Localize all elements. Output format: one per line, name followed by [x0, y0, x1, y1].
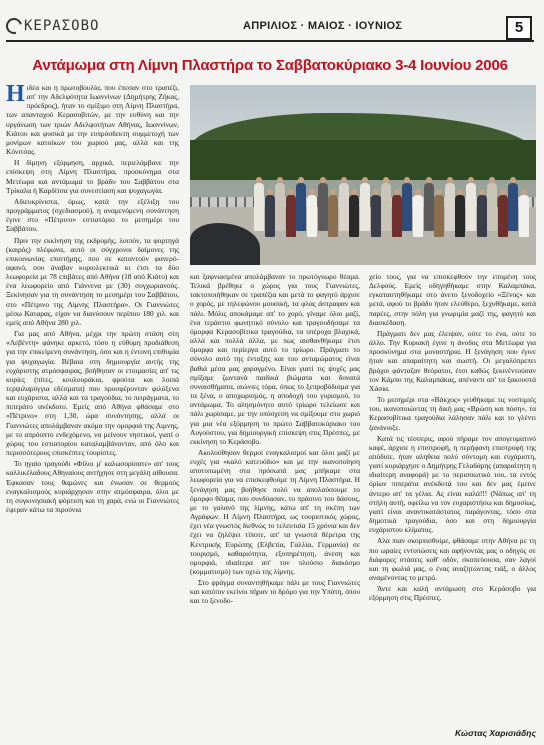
article-paragraph: Αλα πιαν σκορπισθοίμε, φθάσαμε στην Αθήνα με τη πιο ωραίες εντυπώσεις και αφήνοντάς μας ο οδηγός σε διάφορες στάσεις καθ' οδόν, σκοπεύουσα, σαν λαγοί και τη φωλιά μας, ο ένας αναζητώντας τιάξ, ο άλλος αναμένοντας το μετρό. — [369, 536, 536, 582]
article-paragraph: Αδιευκρίνιστα, όμως, κατά την εξέλιξη του προγράμματος (σχεδιασμού), η αναμενόμενη συνάντηση έγινε στο «Πέτρινο» εστιατόριο το μεσημέρι του Σαββάτου. — [6, 196, 179, 234]
photo-person — [371, 195, 381, 237]
photo-person — [296, 183, 306, 231]
photo-person — [402, 183, 412, 231]
photo-person — [392, 195, 402, 237]
article-column-left — [6, 83, 179, 723]
photo-person — [328, 195, 338, 237]
photo-person — [360, 183, 370, 231]
photo-person — [455, 195, 465, 237]
group-photo — [190, 85, 536, 265]
photo-person — [445, 183, 455, 231]
swirl-logo-icon — [3, 15, 25, 37]
article-column-right — [369, 272, 536, 742]
photo-person — [381, 183, 391, 231]
author-signature: Κώστας Χαρισιάδης — [455, 728, 536, 738]
article-headline: Αντάμωμα στη Λίμνη Πλαστήρα το Σαββατοκύριακο 3-4 Ιουνίου 2006 — [32, 57, 508, 74]
article-paragraph: Άντε και καλή αντάμωση στο Κεράσοβο για εξόρμηση στις Πρέσπες. — [369, 584, 536, 603]
article-paragraph: Η δίμηνη εξόρμηση, αρχικά, περιελάμβανε την επίσκεψη στη Λίμνη Πλαστήρα, προσκύνημα στα Μετέωρα και αντάμωμα το βράδυ του Σαββάτου στα Τρίκαλα ή Καρδίτσα για συνεστίαση και ψυχαγωγία. — [6, 158, 179, 195]
article-paragraph: Το μεσημέρι στα «Βάκχος» γευθήκαμε τις νοστιμιές του, ικανοποιώντας τη δική μας «Βρώση και πόση», τα Κερασοβίτικα τραγούδια λάλησαν πάλι και το γλέντι ξανάνοιξε. — [369, 395, 536, 432]
photo-person — [286, 195, 296, 237]
article-paragraph: χείο τους, για να επισκεφθούν την επομένη τους Δελφούς. Εμείς οδηγηθήκαμε στην Καλαμπάκα, εγκαταστηθήκαμε στο άνετο ξενοδοχείο «Ξένος» και μετά, αφού το βράδυ ήταν ελεύθερο, ξεχυθήκαμε, κατά παρέες, στην πόλη για γνωριμία μαζί της, φαγητό και διασκέδαση. — [369, 272, 536, 327]
photo-person — [466, 183, 476, 231]
photo-person — [318, 183, 328, 231]
article-paragraph: Πριν την εκκίνηση της εκδρομής, λοιπόν, τα φορτηγά (καιρός) πλέφωνα, αυτό οι σύγχρονοι δαίμονες της επικοινωνίας επιστήμης, που σε καταντούν φανερό-αφανό, σου άναβαν κυριολεκτικά κι έτσι τα δύο λεωφορεία με 78 επιβάτες από Αθήνα (18 από Κιάτο) και ένα λεωφορείο από Γιάννενα με (30) συγχωριανούς. Ξεκίνησαν για τη συνάντηση το μεσημέρι του Σαββάτου, στο «Πέτρινο της Λίμνης Πλαστήρα». Οι Γιαννιώτες μέσω Καταρας, είχαν να διανύσουν περίπου 180 χιλ. και εμείς από Αθήνα 280 χιλ. — [6, 235, 179, 327]
photo-person — [519, 195, 529, 237]
issue-date: ΑΠΡΙΛΙΟΣ · ΜΑΙΟΣ · ΙΟΥΝΙΟΣ — [243, 20, 403, 32]
masthead — [6, 18, 99, 34]
article-paragraph: και ξαφνιασμένα απολάμβαναν το πρωτόγνωρο θέαμα. Τελικά βρέθηκε ο χώρος για τους Γιαννιώτες, τακτοποιήθηκαν σε τραπέζια και μετά το φαγητό άρχισε ο χορός, με τηλεφώνου μουσική, τα φλας άστραφαν και πάλι. Μόλις αποκάμαμε απ' το χορό, γίναμε όλοι μαζί, ένα τεράστιο φωνητικό σύνολο και τραγουδήσαμε τα όμορφα Κερασοβίτικα τραγούδια, τα υπέροχα βλαχικά, αλλά και πολλά άλλα, με πως αισθανθήκαμε έτσι όμορφα και περίεργα αυτό το τρίωρο. Πράγματι το σύνολο αυτό της ένταξης και του ανταμώματος είναι βαθιά μέσα μας χαραγμένο. Είναι γιατί τις ψυχές μας σμίξαμε ζωντανά παιδικά βιώματα και δυνατά συναισθήματα, αιώνιες τόρα, όπως το ξεπροβόδισμα για τα ξένα, ο αποχωρισμός, η αποδοχή του γυρισμού, το αντάμωμα. Το αλησμόνητο αυτό τρίωρο τελείωσε και πάλι χωρίσαμε, με την υπόσχεση να σμίξουμε στο χωριό για μια νέα εξόρμηση το πρώτο Σαββατοκύριακο του Αυγούστου, για δημιουργική επίσκεψη στις Πρέσπες, με εκκίνηση το Κεράσοβο. — [190, 272, 360, 446]
paragraph-text: ιδέα και η πρωτοβουλία, που έπεσαν στο τραπέζι, απ' την Αδελφότητα Ιωαννίνων (Δημήτρης Ζήκας, πρόεδρος), ήταν το σμίξιμο στη Λίμνη Πλαστήρα, των απανταχού Κερασοβιτών, με την ευθύνη και την οργάνωση των τριών Αδελφοτήτων Αθήνας, Ιωαννίνων, Κιάτου και φυσικά με την ευπρόσδεκτη συμμετοχή των μονίμων κατοίκων του χωριού μας, αλλά και της Κόνιτσας. — [6, 83, 179, 157]
article-paragraph: Ακολούθησαν θερμοί εναγκαλισμοί και όλοι μαζί με ευχές για «καλό κατευόδιο» και με την ικανοποίηση αποτυπωμένη στα πρόσωπά μας μπήκαμε στα λεωφορεία για να επισκεφθούμε τη Λίμνη Πλαστήρα. Η ξενάγηση μας βοήθησε πολύ να απολαύσουμε το όμορφο θέαμα, που συνδύασαν, το πράσινο του δάσους, με το γαλανό της λίμνης, κάτω απ' τη σκέπη των Αγράφων. Η Λίμνη Πλαστήρα, ως τουριστικός χώρος, έχει νέα γνωστός διεθνώς το τελευταία 15 χρόνια και δεν έχει να ζηλέψει τίποτε, απ' τα γνωστά θέρετρα της Κεντρικής Ευρώπης (Ελβετία, Γαλλία, Γερμανία) σε τουρισμό, καθαριότητα, εξυπηρέτηση, άνεση και ομορφιά, ιδιαίτερα απ' τον πλούσιο διακόσμο (κομματισμό) των οχτώ της λίμνης. — [190, 447, 360, 576]
photo-person — [275, 183, 285, 231]
article-paragraph: Στο φράγμα συναντηθήκαμε πάλι με τους Γιαννιώτες και κατόπιν εκείνοι πήραν το δρόμο για την Υπάτη, όπου και το ξενοδο- — [190, 578, 360, 606]
photo-person — [413, 195, 423, 237]
article-paragraph: Πράγματι δεν μας έλειψαν, ούτε το ένα, ούτε το άλλο. Την Κυριακή έγινε η άνοδος στα Μετέωρα για προσκύνημα στα μοναστήρια. Η ξενάγηση που έγινε ήταν και απαραίτητη και σωστή. Οι μεγαλόπρεπει βράχοι φάνταζαν θεόρατοι, έτσι καθώς ξεκινέντούσαν τον Κάμπο της Καλαμπάκας, απέναντι απ' τα ξακουστά Χάσια. — [369, 328, 536, 393]
photo-person — [254, 183, 264, 231]
masthead-title: ΚΕΡΑΣΟΒΟ — [24, 18, 100, 34]
photo-person — [498, 195, 508, 237]
article-paragraph: Για μας από Αθήνα, μέχρι την πρώτη στάση στη «Λεβέντη» φάνηκε αρκετό, τόσο η εύθυμη προδιάθεση για την επικείμενη συνάντηση, όσο και η έντονη επιθυμία για ψυχαγωγία. Βέβαια στη δημιουργία αυτής της ευχάριστης ατμόσφαιρας, βοήθησαν οι ετοιμασίες απ' τις κυρίες (πίτες, κουλουράκια, φρούτα και λοιπά τερψιλαρύγγια εδέσματα) που προσφέρονταν φιλόξενα και ευχάριστα, αλλά και τα τραγούδια, το πειράγματα, το πιπεράτο ανέκδοτο. Εμείς από Αθήνα φθάσαμε στο «Πέτρινο» στη 1,30, ώρα συνάντησης, αλλά οι Γιαννιώτες απολάμβαναν ακόμα την ομορφιά της Λιμνης, με το απρόοπτο ενδεχόμενο, να μείνουν νηστικοί, γιατί ο χώρος του εστιατορίου καταλαμβάνονταν, από όλο και περισσότερους επισκέπτες τουρίστες. — [6, 329, 179, 458]
photo-person — [477, 195, 487, 237]
photo-person — [339, 183, 349, 231]
article-paragraph: Κατά τις τέσσερις, αφού πήραμε τον απογευματινό καφέ, άρχισε η επιστροφή, η περήφανη επιστροφή της απόδισε, ήταν αληθεια πολύ σύντομη και ευχάριστη, γιατί κυριάρχησε ο Δημήτρης Γελαδάρης (απαραίτητη η ιδιαίτερη αναφορά) με το περισσωτικό του, τα εντός όρίων πιπεράτα ανέκδοτά του και δεν μας έμεινε άντερο απ' τα γέλια. Ας είναι καλά!!! (Νάπως απ' τη στήλη αυτή, οφείλω να τον ευχαριστήσω και δημοσίως, γιατί είναι αναντικατάστατος παράγοντας, τόσο στα δημοτικά τραγούδια, όσο και στη δημιουργία ευχάριστου κλίματος. — [369, 433, 536, 535]
page-header — [6, 14, 534, 42]
drop-cap: Η — [6, 83, 25, 107]
photo-person — [307, 195, 317, 237]
photo-person — [487, 183, 497, 231]
photo-people — [250, 173, 536, 253]
photo-person — [424, 183, 434, 231]
photo-person — [349, 195, 359, 237]
photo-person — [265, 195, 275, 237]
page-number: 5 — [506, 16, 532, 40]
article-column-middle — [190, 272, 360, 742]
article-paragraph — [6, 83, 179, 156]
article-paragraph: Το ηγαίο τραγούδι «Φίλοι μ' καλωσορίσατε» απ' τους καλλικέλαδους Αθηναίους αντήχησε στη μεγάλη αίθουσα. Έφκασαν τους θαμώνες και ένωσαν σε θερμούς εναγκαλισμούς κυριάρχησαν στην ατμόσφαιρα, όλοι με τη συγκινησιακή φόρτιση και τη χαρά, ενώ οι Γιαννιώτες έφεραν κάτω τα πιρούνια — [6, 459, 179, 515]
photo-person — [508, 183, 518, 231]
photo-person — [434, 195, 444, 237]
